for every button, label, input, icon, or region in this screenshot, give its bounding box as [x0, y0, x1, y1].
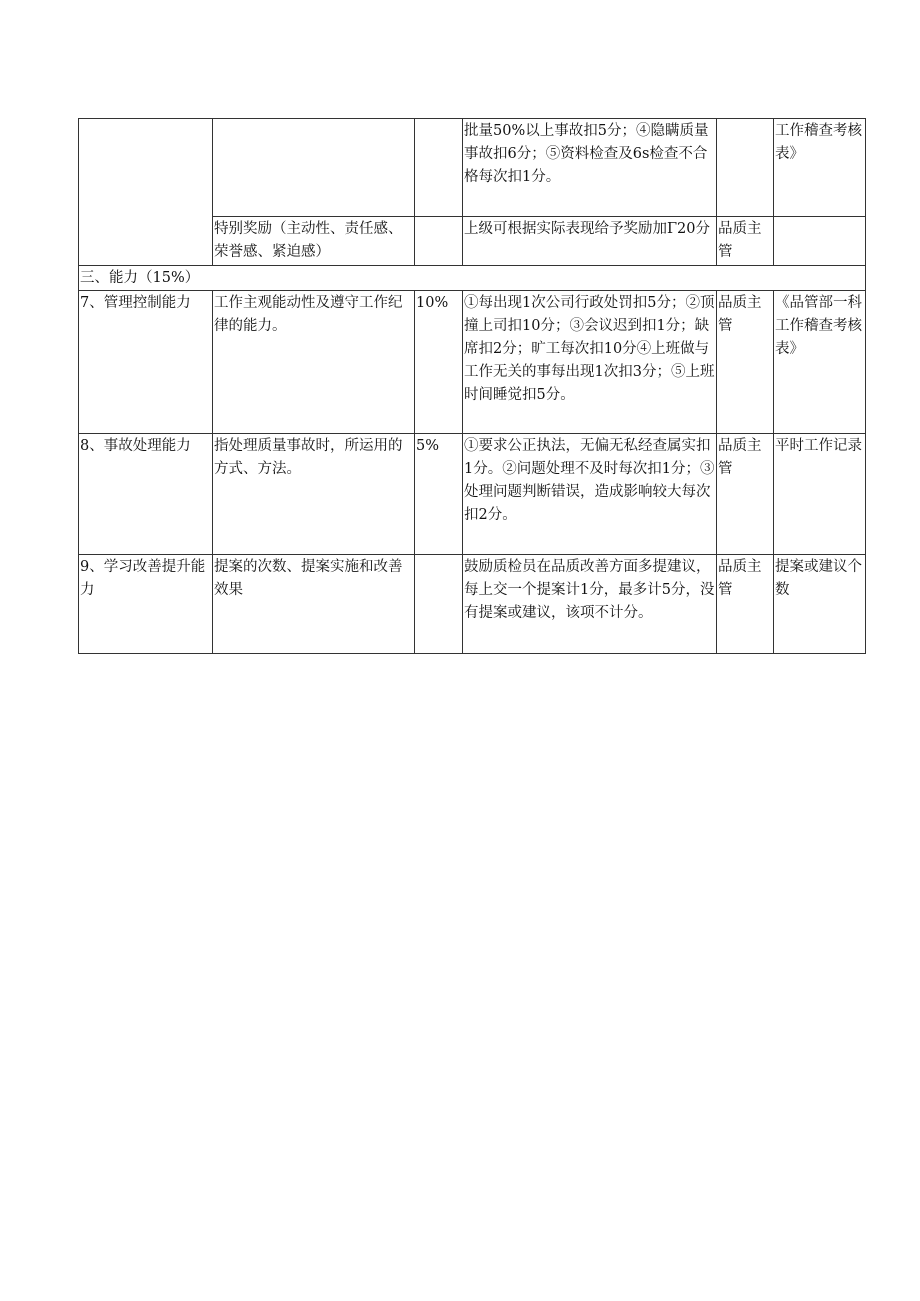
source-cell: [774, 217, 866, 266]
item-cell: 9、学习改善提升能力: [79, 555, 213, 654]
weight-cell: [415, 119, 463, 217]
table-row: [79, 119, 866, 217]
weight-cell: 5%: [415, 434, 463, 555]
section-title: 三、能力（15%）: [79, 266, 866, 291]
evaluator-cell: 品质主管: [717, 217, 774, 266]
evaluator-cell: 品质主管: [717, 555, 774, 654]
weight-cell: 10%: [415, 291, 463, 434]
evaluation-table: [78, 118, 866, 654]
content-cell: 特别奖励（主动性、责任感、荣誉感、紧迫感）: [213, 217, 415, 266]
criteria-cell: ①每出现1次公司行政处罚扣5分；②顶撞上司扣10分；③会议迟到扣1分；缺席扣2分；旷工每次扣10分④上班做与工作无关的事每出现1次扣3分；⑤上班时间睡觉扣5分。: [463, 291, 717, 434]
evaluator-cell: 品质主管: [717, 434, 774, 555]
item-cell: [79, 119, 213, 266]
evaluator-cell: 品质主管: [717, 291, 774, 434]
source-cell: 平时工作记录: [774, 434, 866, 555]
content-cell: 工作主观能动性及遵守工作纪律的能力。: [213, 291, 415, 434]
source-cell: 《品管部一科工作稽查考核表》: [774, 291, 866, 434]
source-cell: 工作稽查考核表》: [774, 119, 866, 217]
table-row: [79, 291, 866, 434]
table-row: [79, 434, 866, 555]
criteria-cell: 批量50%以上事故扣5分；④隐瞒质量事故扣6分；⑤资料检查及6s检查不合格每次扣1分。: [463, 119, 717, 217]
item-cell: 8、事故处理能力: [79, 434, 213, 555]
criteria-cell: 上级可根据实际表现给予奖励加Γ20分: [463, 217, 717, 266]
evaluator-cell: [717, 119, 774, 217]
weight-cell: [415, 555, 463, 654]
content-cell: [213, 119, 415, 217]
criteria-cell: ①要求公正执法，无偏无私经查属实扣1分。②问题处理不及时每次扣1分；③处理问题判断错误，造成影响较大每次扣2分。: [463, 434, 717, 555]
table-row: [79, 555, 866, 654]
weight-cell: [415, 217, 463, 266]
source-cell: 提案或建议个数: [774, 555, 866, 654]
section-row: [79, 266, 866, 291]
content-cell: 提案的次数、提案实施和改善效果: [213, 555, 415, 654]
item-cell: 7、管理控制能力: [79, 291, 213, 434]
content-cell: 指处理质量事故时，所运用的方式、方法。: [213, 434, 415, 555]
criteria-cell: 鼓励质检员在品质改善方面多提建议，每上交一个提案计1分，最多计5分，没有提案或建议，该项不计分。: [463, 555, 717, 654]
